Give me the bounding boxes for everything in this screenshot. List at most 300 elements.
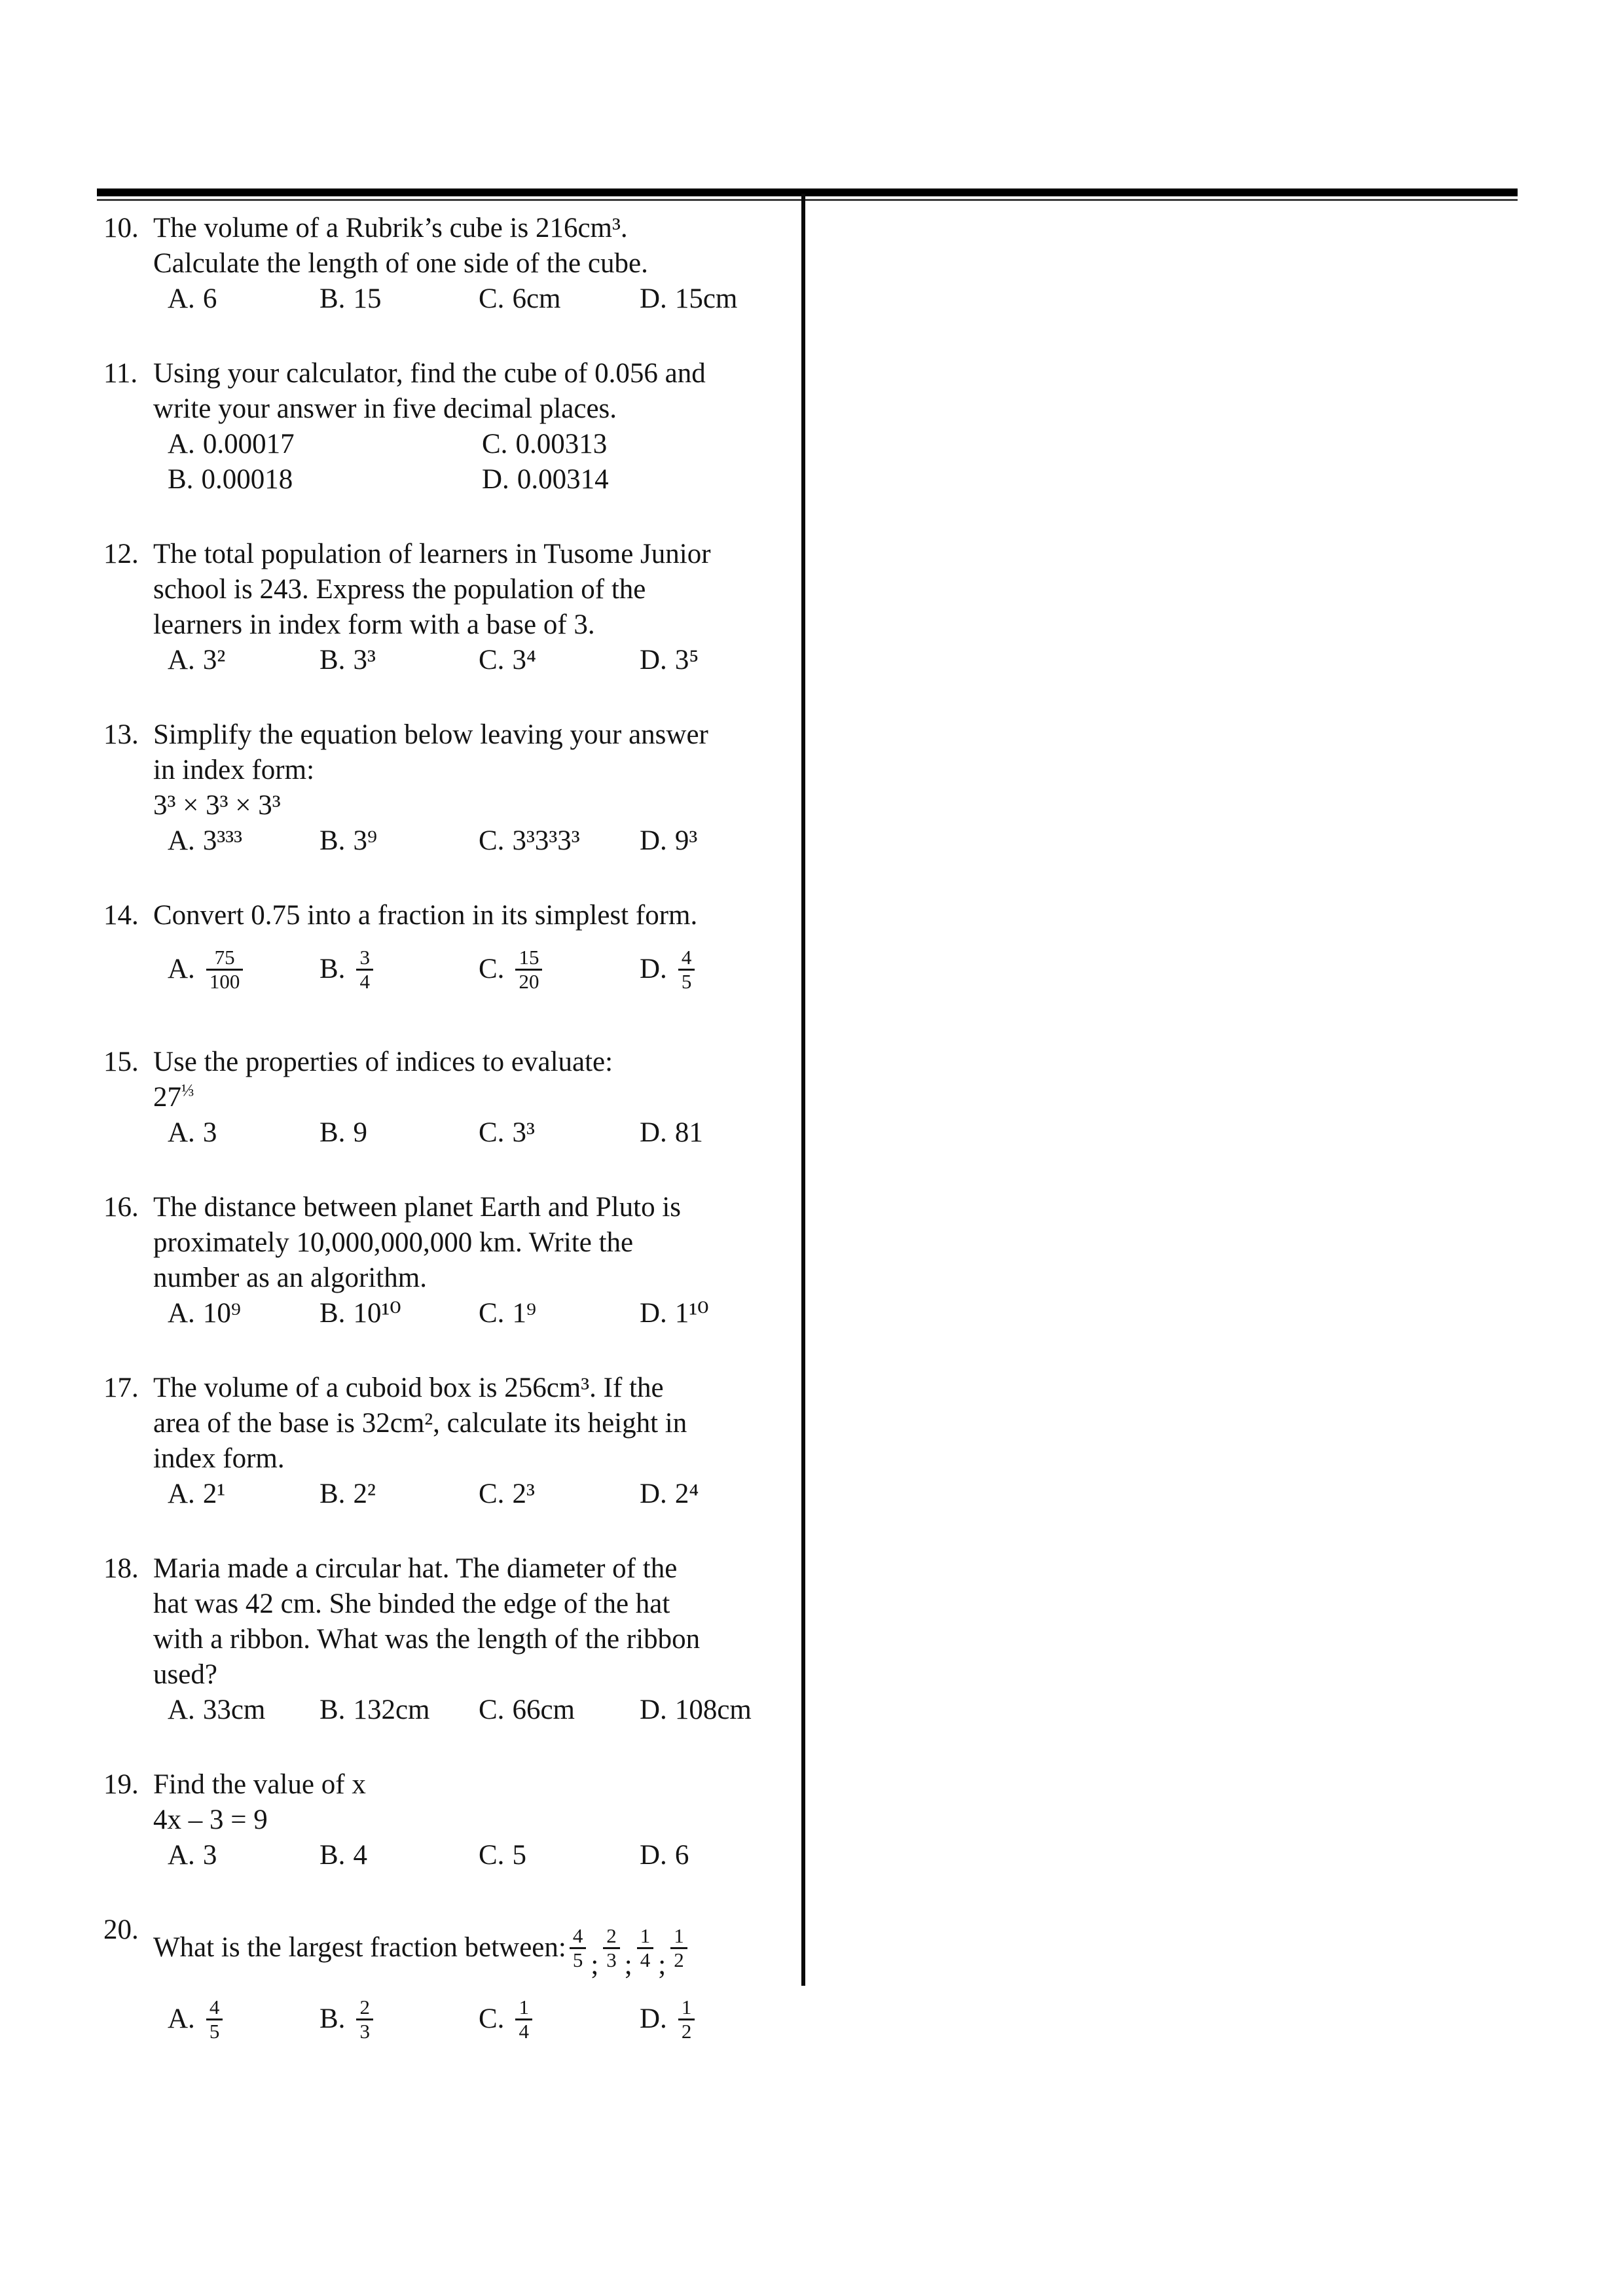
question-line [153,1080,796,1115]
question-item-20 [103,1912,796,2055]
text-segment: in index form: [153,755,315,785]
option-label: C. [479,2003,505,2034]
option-value [353,1693,429,1728]
text-segment: Find the value of x [153,1769,366,1800]
option-label: B. [319,283,346,314]
text-segment: 6 [202,283,217,314]
option-value [512,1477,534,1512]
option-label: B. [319,1479,346,1509]
fraction-denominator: 3 [603,1947,620,1971]
fraction-denominator: 4 [356,969,373,993]
text-segment: 132cm [353,1695,430,1725]
question-line [153,1371,796,1406]
options-group [153,1693,796,1728]
question-line [153,1767,796,1803]
option-label: A. [168,1117,195,1148]
fraction [356,1996,373,2043]
question-item-19 [103,1767,796,1873]
option-a [168,823,319,859]
fraction-numerator: 75 [214,945,235,969]
option-label: D. [640,1695,667,1725]
option-label: C. [479,645,505,675]
option-value [675,643,699,678]
question-line [153,1045,796,1080]
option-value [203,1838,217,1873]
option-value [512,281,560,317]
option-d [640,1115,796,1151]
option-label: C. [479,283,505,314]
top-horizontal-rule-thin [97,199,1518,201]
text-segment: 3⁵ [674,645,699,675]
text-segment: 4 [353,1840,367,1871]
text-segment: Use the properties of indices to evaluate: [153,1047,613,1077]
option-value [675,1115,703,1151]
options-row [168,1477,796,1512]
text-segment: Calculate the length of one side of the cube. [153,248,648,279]
text-segment: 27 [153,1082,181,1113]
fraction-denominator: 4 [515,2018,532,2043]
fraction [356,946,373,993]
fraction-denominator: 5 [570,1947,587,1971]
fraction [515,1996,532,2043]
text-segment: 3⁹ [353,825,377,856]
option-label: C. [479,825,505,856]
text-segment: 1⁹ [512,1298,536,1329]
options-row [168,933,796,1005]
question-line [153,1912,796,1983]
option-a [168,643,319,678]
option-value [512,1996,536,2043]
text-segment: 15cm [674,283,738,314]
options-row [168,1838,796,1873]
option-value [675,1296,709,1331]
options-row [168,1296,796,1331]
question-item-14 [103,898,796,1005]
option-label: C. [482,429,508,459]
options-group [153,1838,796,1873]
option-label: D. [640,825,667,856]
option-value [515,427,607,462]
option-label: B. [319,1298,346,1329]
option-value [203,643,225,678]
option-b [319,643,479,678]
options-group [153,281,796,317]
options-row [168,823,796,859]
question-item-10 [103,211,796,317]
question-line [153,356,796,391]
text-segment: The volume of a Rubrik’s cube is 216cm³. [153,213,628,243]
question-number: 20. [103,1914,139,1945]
question-line [153,1551,796,1587]
option-value [353,1838,367,1873]
question-line [153,391,796,427]
option-c [479,1115,640,1151]
option-b [319,1115,479,1151]
option-value [353,281,381,317]
question-line [153,717,796,753]
question-item-11 [103,356,796,497]
text-segment: 3⁴ [512,645,536,675]
option-b [319,933,479,1005]
option-value [675,281,738,317]
fraction [515,946,542,993]
option-b [319,281,479,317]
text-segment: The volume of a cuboid box is 256cm³. If the [153,1372,664,1403]
option-value [353,823,377,859]
text-segment: 3³ × 3³ × 3³ [153,790,281,821]
option-b [319,1838,479,1873]
options-group [153,643,796,678]
option-label: D. [640,645,667,675]
option-label: A. [168,645,195,675]
text-segment: used? [153,1659,217,1690]
fraction [678,1996,695,2043]
options-group [153,1115,796,1151]
option-value [675,823,697,859]
text-segment: area of the base is 32cm², calculate its height in [153,1408,687,1439]
option-value [203,823,242,859]
option-label: C. [479,954,505,984]
superscript: ⅓ [181,1081,194,1100]
fraction-denominator: 2 [670,1947,687,1971]
fraction-numerator: 1 [640,1924,651,1947]
option-label: D. [482,464,509,495]
option-value [203,1693,266,1728]
text-segment: 4x – 3 = 9 [153,1804,268,1835]
question-line [153,607,796,643]
text-segment: proximately 10,000,000,000 km. Write the [153,1227,634,1258]
option-c [479,1477,640,1512]
text-segment: Simplify the equation below leaving your answer [153,719,708,750]
question-line [153,1622,796,1657]
option-label: D. [640,954,667,984]
separator: ; [624,1950,632,1981]
text-segment: hat was 42 cm. She binded the edge of the hat [153,1588,670,1619]
question-line [153,1441,796,1477]
option-d [640,643,796,678]
option-label: C. [479,1117,505,1148]
text-segment: 1¹⁰ [674,1298,709,1329]
text-segment: 66cm [512,1695,575,1725]
option-a [168,1983,319,2055]
fraction-numerator: 2 [606,1924,617,1947]
text-segment: 0.00314 [517,464,609,495]
option-label: B. [319,1117,346,1148]
question-body [153,1551,796,1728]
options-group [153,1983,796,2055]
question-item-17 [103,1371,796,1512]
fraction [603,1925,620,1971]
text-segment: learners in index form with a base of 3. [153,609,595,640]
question-body [153,1045,796,1151]
option-b [168,462,482,497]
separator: ; [591,1950,599,1981]
option-d [640,1296,796,1331]
question-line [153,1225,796,1261]
fraction-denominator: 5 [678,969,695,993]
options-row [168,427,796,462]
fraction-numerator: 4 [572,1924,583,1947]
option-label: D. [640,1298,667,1329]
text-segment: 2⁴ [674,1479,699,1509]
option-c [479,1983,640,2055]
text-segment: 3³3³3³ [512,825,580,856]
text-segment: The total population of learners in Tusome Junior [153,539,711,569]
option-d [640,823,796,859]
option-label: D. [640,1840,667,1871]
option-value [675,1693,752,1728]
option-value [203,946,247,993]
question-number: 13. [103,719,139,750]
option-value [512,1296,536,1331]
option-value [353,1296,401,1331]
options-group [153,1296,796,1331]
text-segment: Maria made a circular hat. The diameter of the [153,1553,678,1584]
text-segment: 2² [353,1479,376,1509]
option-label: B. [319,2003,346,2034]
text-segment: number as an algorithm. [153,1263,427,1293]
option-value [512,643,536,678]
option-d [640,281,796,317]
option-value [203,1115,217,1151]
option-value [675,946,699,993]
option-value [353,1115,367,1151]
fraction [637,1925,654,1971]
option-b [319,823,479,859]
text-segment: school is 243. Express the population of the [153,574,646,605]
option-value [203,281,217,317]
text-segment: 108cm [674,1695,752,1725]
options-group [153,1477,796,1512]
option-a [168,1115,319,1151]
text-segment: write your answer in five decimal places. [153,393,617,424]
option-c [479,823,640,859]
question-body [153,717,796,859]
text-segment: 3 [202,1840,217,1871]
text-segment: 9 [353,1117,367,1148]
option-label: A. [168,1298,195,1329]
option-c [479,1693,640,1728]
fraction-numerator: 4 [681,945,692,969]
option-value [203,1477,225,1512]
option-a [168,427,482,462]
text-segment: 3³ [353,645,376,675]
text-segment: What is the largest fraction between: [153,1932,566,1963]
option-label: A. [168,1479,195,1509]
option-d [482,462,796,497]
option-value [203,427,295,462]
option-label: D. [640,1479,667,1509]
option-label: D. [640,1117,667,1148]
option-a [168,933,319,1005]
option-label: C. [479,1695,505,1725]
options-group [153,427,796,497]
option-value [353,1996,376,2043]
question-body [153,211,796,317]
option-d [640,1693,796,1728]
question-line [153,1261,796,1296]
text-segment: 3³ [512,1117,535,1148]
text-segment: 33cm [202,1695,266,1725]
question-number: 18. [103,1553,139,1584]
question-body [153,898,796,1005]
option-value [201,462,293,497]
option-label: A. [168,429,195,459]
option-d [640,1838,796,1873]
question-item-15 [103,1045,796,1151]
question-number: 10. [103,213,139,243]
question-item-16 [103,1190,796,1331]
options-row [168,281,796,317]
option-b [319,1693,479,1728]
option-value [353,1477,375,1512]
option-value [353,643,375,678]
option-a [168,1693,319,1728]
option-value [512,1115,534,1151]
fraction-numerator: 2 [359,1995,370,2018]
question-body [153,1912,796,2055]
option-label: A. [168,1695,195,1725]
fraction-denominator: 5 [206,2018,223,2043]
fraction [570,1925,587,1971]
option-label: B. [168,464,194,495]
option-value [512,1693,575,1728]
option-label: B. [319,954,346,984]
question-line [153,1406,796,1441]
question-line [153,537,796,572]
fraction-denominator: 100 [206,969,244,993]
option-c [482,427,796,462]
option-d [640,1983,796,2055]
question-line [153,1587,796,1622]
top-horizontal-rule [97,188,1518,196]
question-line [153,1190,796,1225]
text-segment: 3³³³ [202,825,242,856]
question-line [153,1803,796,1838]
option-label: B. [319,1840,346,1871]
option-c [479,643,640,678]
question-body [153,537,796,678]
question-number: 17. [103,1372,139,1403]
option-label: D. [640,2003,667,2034]
fraction [206,946,244,993]
option-d [640,1477,796,1512]
text-segment: 81 [674,1117,703,1148]
option-c [479,933,640,1005]
fraction-numerator: 4 [209,1995,220,2018]
question-line [153,211,796,246]
separator: ; [658,1950,666,1981]
question-body [153,356,796,497]
text-segment: The distance between planet Earth and Pluto is [153,1192,681,1223]
column-divider-rule [801,194,805,1986]
option-value [512,823,579,859]
text-segment: 6 [674,1840,689,1871]
options-group [153,933,796,1005]
option-value [517,462,609,497]
options-group [153,823,796,859]
option-value [675,1996,699,2043]
option-value [203,1296,241,1331]
option-a [168,1477,319,1512]
question-line [153,572,796,607]
option-b [319,1296,479,1331]
question-number: 12. [103,539,139,569]
fraction-numerator: 1 [674,1924,684,1947]
option-value [512,946,545,993]
option-label: A. [168,954,195,984]
question-line [153,246,796,281]
text-segment: index form. [153,1443,285,1474]
question-line [153,898,796,933]
option-label: A. [168,1840,195,1871]
option-d [640,933,796,1005]
text-segment: 2¹ [202,1479,226,1509]
fraction-numerator: 1 [681,1995,692,2018]
question-line [153,788,796,823]
option-label: C. [479,1840,505,1871]
question-number: 15. [103,1047,139,1077]
text-segment: 10⁹ [202,1298,241,1329]
question-item-18 [103,1551,796,1728]
option-value [675,1838,689,1873]
question-item-12 [103,537,796,678]
options-row [168,643,796,678]
text-segment: 5 [512,1840,526,1871]
option-label: C. [479,1479,505,1509]
option-a [168,1296,319,1331]
option-label: B. [319,1695,346,1725]
option-label: B. [319,825,346,856]
fraction [670,1925,687,1971]
text-segment: 3 [202,1117,217,1148]
fraction-numerator: 3 [359,945,370,969]
question-body [153,1767,796,1873]
text-segment: 15 [353,283,382,314]
fraction-numerator: 1 [519,1995,529,2018]
question-body [153,1371,796,1512]
option-value [353,946,376,993]
text-segment: with a ribbon. What was the length of the ribbon [153,1624,701,1655]
fraction-denominator: 2 [678,2018,695,2043]
question-number: 11. [103,358,138,389]
question-item-13 [103,717,796,859]
text-segment: 3² [202,645,226,675]
question-line [153,1657,796,1693]
option-label: A. [168,825,195,856]
question-list [103,211,796,2094]
option-value [675,1477,699,1512]
text-segment: 0.00313 [515,429,608,459]
text-segment: 2³ [512,1479,535,1509]
question-body [153,1190,796,1331]
option-a [168,281,319,317]
option-value [512,1838,526,1873]
option-label: D. [640,283,667,314]
options-row [168,462,796,497]
text-segment: Convert 0.75 into a fraction in its simplest form. [153,900,698,931]
question-number: 19. [103,1769,139,1800]
text-segment: 6cm [512,283,561,314]
fraction [206,1996,223,2043]
question-number: 14. [103,900,139,931]
options-row [168,1983,796,2055]
option-label: A. [168,283,195,314]
text-segment: 0.00018 [201,464,293,495]
text-segment: 9³ [674,825,698,856]
options-row [168,1115,796,1151]
text-segment: Using your calculator, find the cube of 0.056 and [153,358,706,389]
